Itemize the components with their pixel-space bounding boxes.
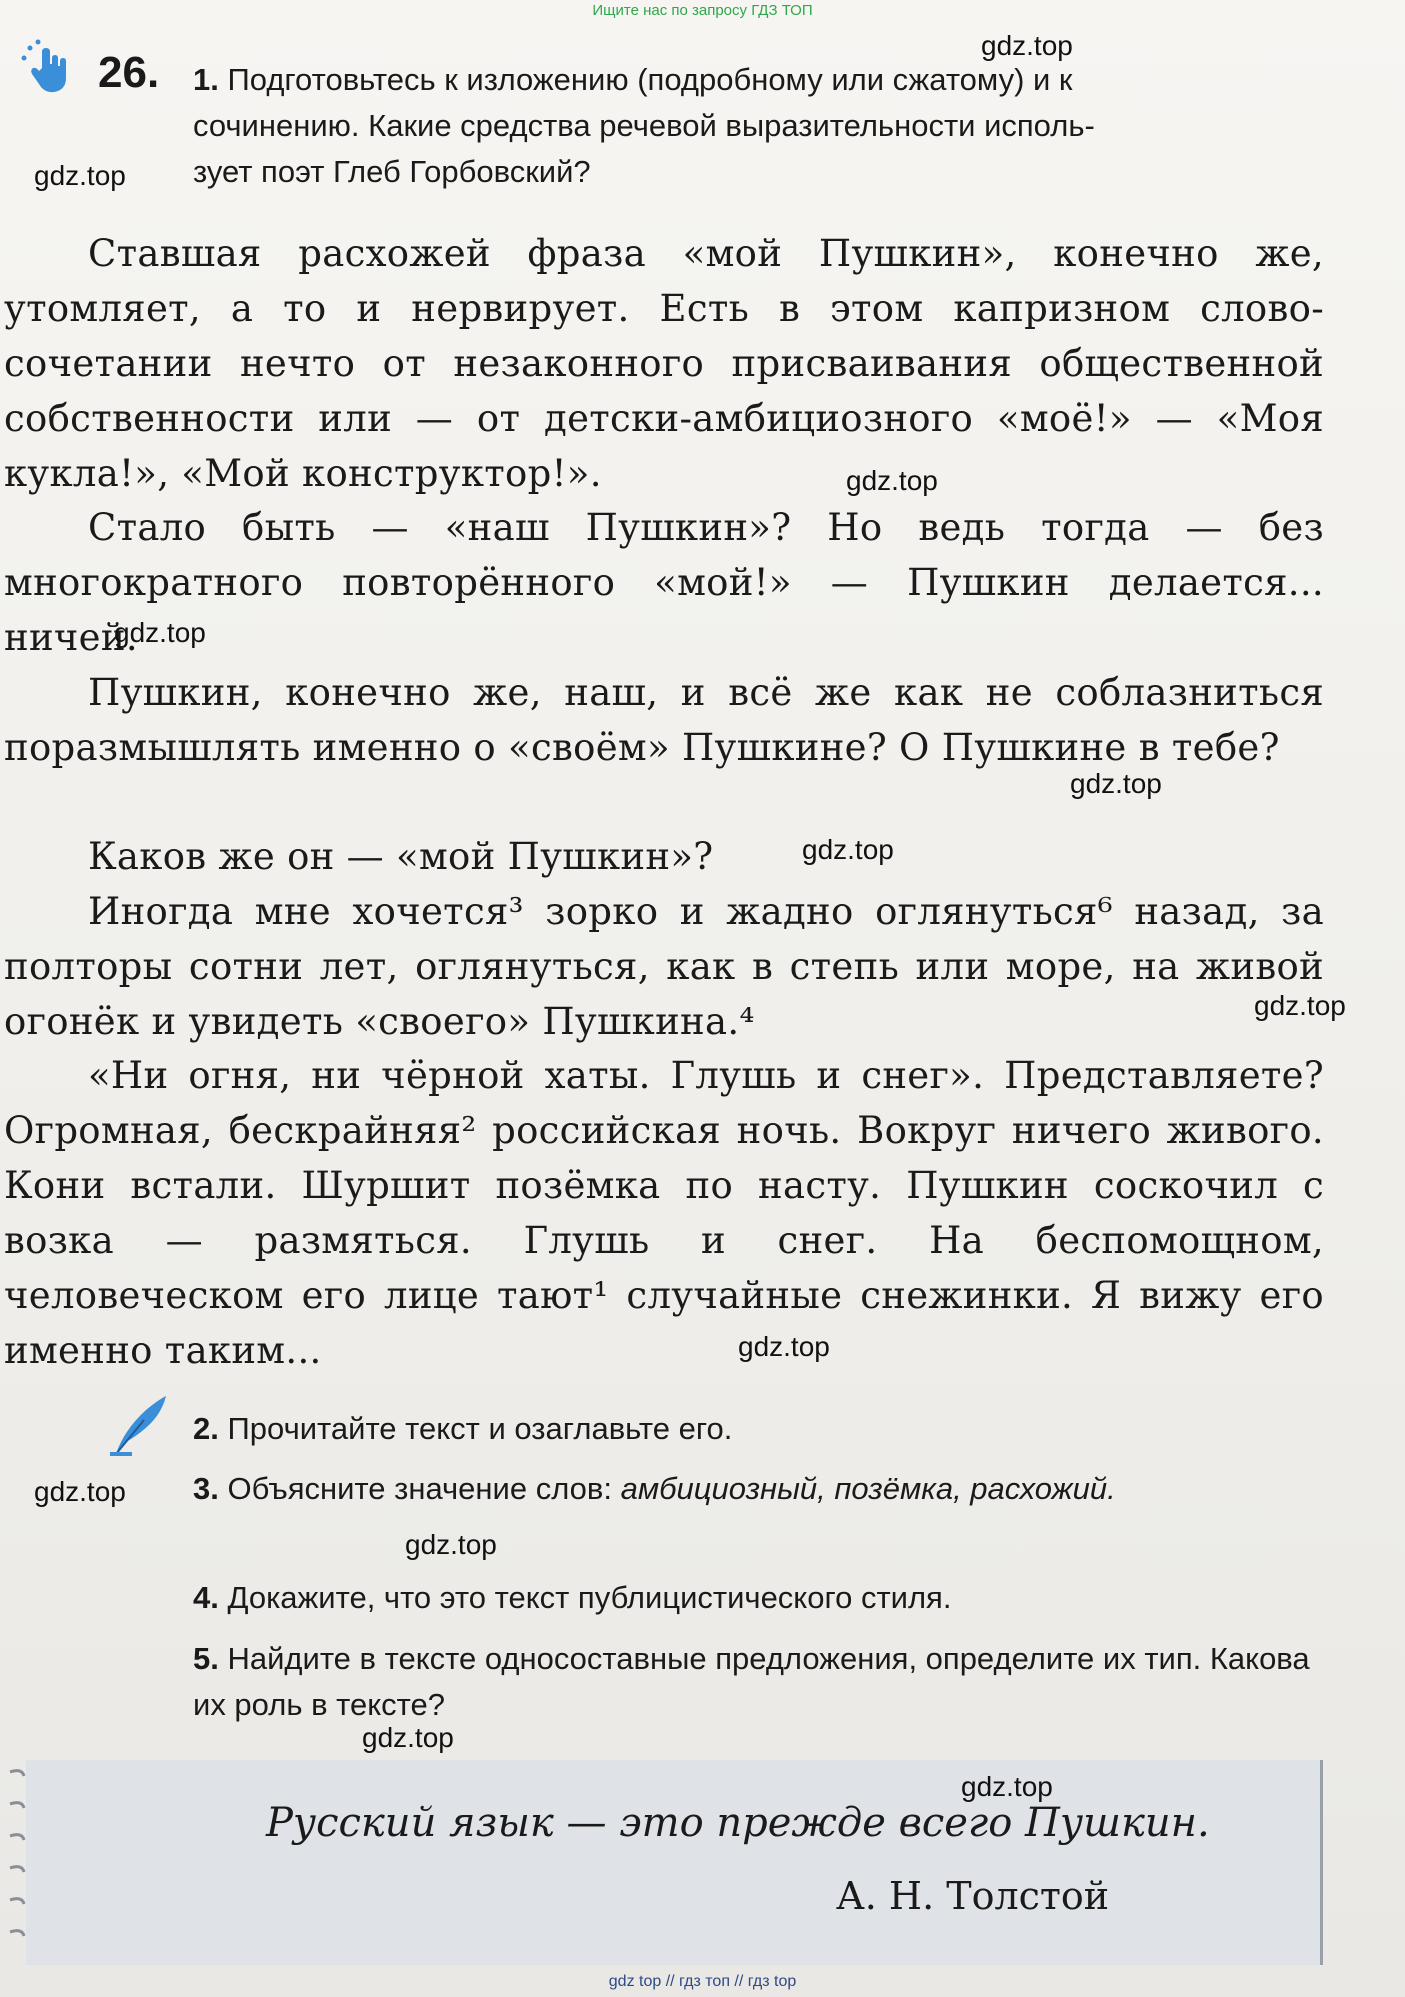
watermark: gdz.top bbox=[981, 30, 1073, 61]
task-item-1 bbox=[193, 57, 1073, 103]
question-3 bbox=[193, 1466, 1323, 1512]
watermark: gdz.top bbox=[362, 1722, 454, 1753]
watermark: gdz.top bbox=[405, 1529, 497, 1560]
question-2-text: Прочитайте текст и озаглавьте его. bbox=[227, 1411, 733, 1446]
feather-pen-icon bbox=[104, 1390, 174, 1460]
task-item-1-number: 1. bbox=[193, 62, 219, 97]
question-3-text: Объясните значение слов: bbox=[227, 1471, 621, 1506]
watermark: gdz.top bbox=[846, 465, 938, 496]
bottom-banner[interactable]: gdz top // гдз топ // гдз top bbox=[608, 1973, 797, 1990]
epigraph-box bbox=[26, 1760, 1323, 1965]
text-paragraph: Стало быть — «наш Пушкин»? Но ведь тогда — без многократного повторённого «мой!» — Пушкин делается... ничей. bbox=[4, 506, 1324, 659]
task-item-1-line-2: сочинению. Какие средства речевой выразительности исполь- bbox=[193, 108, 1095, 143]
task-number: 26. bbox=[98, 48, 160, 97]
top-banner[interactable]: Ищите нас по запросу ГДЗ ТОП bbox=[592, 2, 813, 19]
watermark: gdz.top bbox=[34, 1476, 126, 1507]
question-3-terms: амбициозный, позёмка, расхожий. bbox=[620, 1471, 1116, 1506]
question-4-number: 4. bbox=[193, 1580, 219, 1615]
spiral-binding-icon bbox=[8, 1760, 28, 1960]
text-paragraph: Каков же он — «мой Пушкин»? bbox=[88, 835, 714, 878]
question-2 bbox=[193, 1406, 732, 1452]
watermark: gdz.top bbox=[802, 834, 894, 865]
question-5-number: 5. bbox=[193, 1641, 219, 1676]
watermark: gdz.top bbox=[1070, 768, 1162, 799]
text-paragraph: Пушкин, конечно же, наш, и всё же как не соблазниться поразмышлять именно о «своём» Пушкине? О Пушкине в тебе? bbox=[4, 671, 1324, 769]
watermark: gdz.top bbox=[1254, 990, 1346, 1021]
watermark: gdz.top bbox=[961, 1771, 1053, 1802]
epigraph-author: А. Н. Толстой bbox=[836, 1874, 1110, 1918]
epigraph-quote: Русский язык — это прежде всего Пушкин. bbox=[266, 1800, 1210, 1846]
question-3-number: 3. bbox=[193, 1471, 219, 1506]
question-2-number: 2. bbox=[193, 1411, 219, 1446]
task-item-1-line-3: зует поэт Глеб Горбовский? bbox=[193, 154, 591, 189]
text-paragraph: Ставшая расхожей фраза «мой Пушкин», конечно же, утомляет, а то и нервирует. Есть в этом капризном слово-сочетании нечто от незаконного присваивания общественной собственности или — от детски-амбициозного «моё!» — «Моя кукла!», «Мой конструктор!». bbox=[4, 232, 1324, 495]
watermark: gdz.top bbox=[738, 1331, 830, 1362]
task-item-1-line-1: Подготовьтесь к изложению (подробному или сжатому) и к bbox=[227, 62, 1073, 97]
question-5 bbox=[193, 1636, 1323, 1728]
text-paragraph: «Ни огня, ни чёрной хаты. Глушь и снег». Представляете? Огромная, бескрайняя² российская ночь. Вокруг ничего живого. Кони встали. Шуршит позёмка по насту. Пушкин соскочил с возка — размяться. Глушь и снег. На беспомощном, человеческом его лице тают¹ случайные снежинки. Я вижу его именно таким... bbox=[4, 1054, 1324, 1372]
watermark: gdz.top bbox=[114, 617, 206, 648]
question-4-text: Докажите, что это текст публицистического стиля. bbox=[227, 1580, 952, 1615]
text-paragraph: Иногда мне хочется³ зорко и жадно оглянуться⁶ назад, за полторы сотни лет, оглянуться, как в степь или море, на живой огонёк и увидеть «своего» Пушкина.⁴ bbox=[4, 890, 1324, 1043]
question-4 bbox=[193, 1575, 951, 1621]
watermark: gdz.top bbox=[34, 160, 126, 191]
question-5-text: Найдите в тексте односоставные предложения, определите их тип. Какова их роль в тексте? bbox=[193, 1641, 1310, 1722]
hand-pointer-icon bbox=[20, 38, 80, 98]
